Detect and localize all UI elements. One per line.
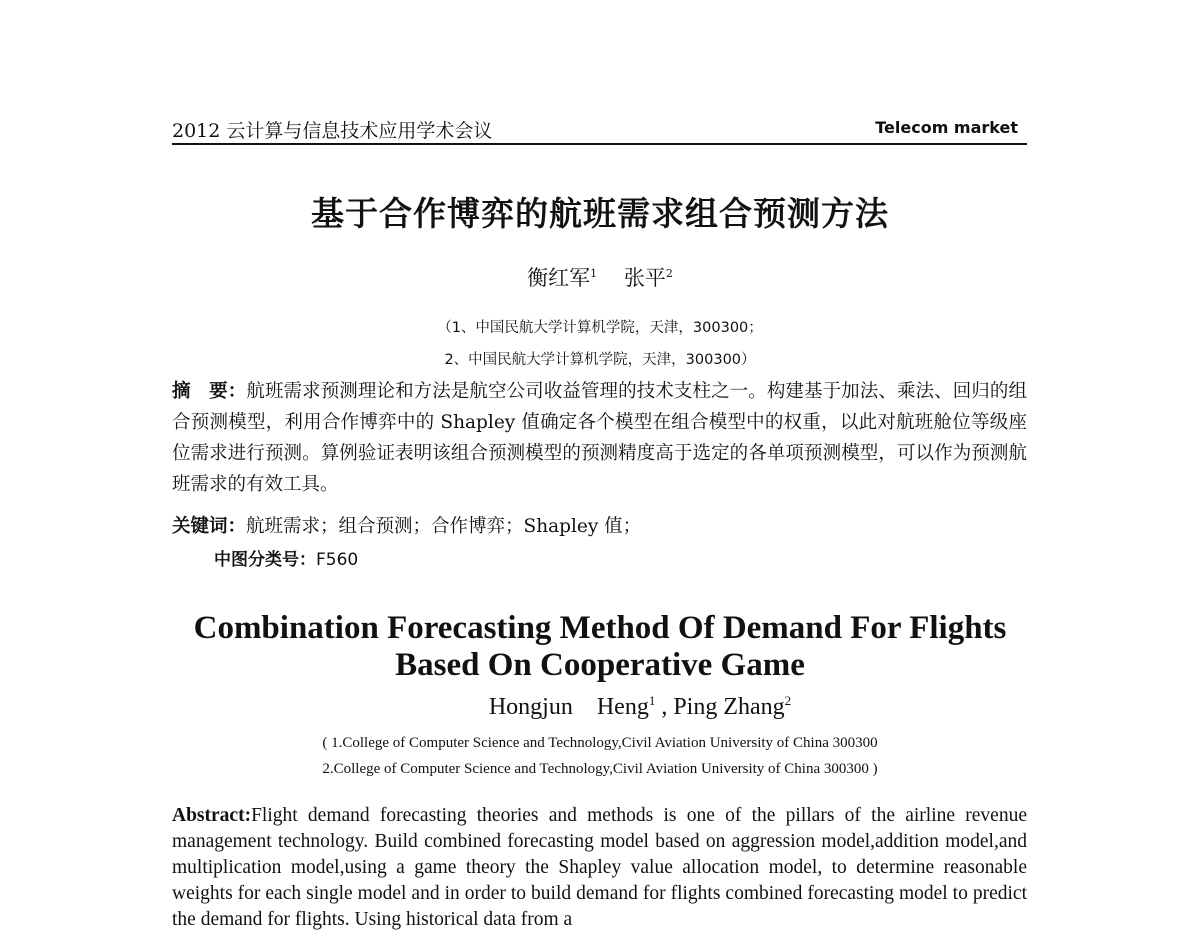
author-name: , Ping Zhang [655,694,785,720]
author-superscript: 2 [665,267,673,280]
english-title [0,610,1200,684]
english-affiliation-1: ( 1.College of Computer Science and Technology,Civil Aviation University of China 300300 [322,735,878,751]
chinese-authors [0,262,1200,292]
english-title-line-2: Based On Cooperative Game [395,647,805,683]
author-superscript: 1 [590,267,598,280]
chinese-abstract [172,376,1027,500]
classification-label: 中图分类号： [214,550,316,570]
english-affiliation-2: 2.College of Computer Science and Technology,Civil Aviation University of China 300300 ) [322,761,878,777]
chinese-abstract-label: 摘 要： [172,381,247,402]
english-abstract-text: Flight demand forecasting theories and methods is one of the pillars of the airline revenue management technology. Build combined forecasting model based on aggression model,addition model,and multiplication model,using a game theory the Shapley value allocation model, to determine reasonable weights for each single model and in order to build demand for flights combined forecasting model to predict the demand for flights. Using historical data from a [172,805,1027,930]
conference-header: 2012 云计算与信息技术应用学术会议 [172,120,493,142]
header-rule [172,143,1027,145]
chinese-abstract-text: 航班需求预测理论和方法是航空公司收益管理的技术支柱之一。构建基于加法、乘法、回归的组合预测模型，利用合作博弈中的 Shapley 值确定各个模型在组合模型中的权重，以此对航班舱位等级座位需求进行预测。算例验证表明该组合预测模型的预测精度高于选定的各单项预测模型，可以作为预测航班需求的有效工具。 [172,381,1027,495]
author-name: 张平 [623,266,666,290]
classification-number [214,545,358,570]
chinese-affiliation-1: （1、中国民航大学计算机学院，天津，300300； [437,320,763,336]
author-name: Hongjun Heng [488,694,649,720]
english-abstract [172,803,1027,933]
english-authors [0,693,1200,721]
classification-value: F560 [316,550,359,570]
chinese-keywords-text: 航班需求；组合预测；合作博弈；Shapley 值； [246,516,642,537]
author-superscript: 2 [784,693,792,708]
english-abstract-label: Abstract: [172,805,252,826]
author-name: 衡红军 [527,266,591,290]
author-superscript: 1 [648,693,656,708]
chinese-keywords [172,512,641,538]
chinese-keywords-label: 关键词： [172,516,247,537]
chinese-affiliation-2: 2、中国民航大学计算机学院，天津，300300） [444,352,756,368]
chinese-title: 基于合作博弈的航班需求组合预测方法 [311,194,889,233]
journal-name: Telecom market [875,118,1018,137]
english-title-line-1: Combination Forecasting Method Of Demand For Flights [193,610,1007,646]
